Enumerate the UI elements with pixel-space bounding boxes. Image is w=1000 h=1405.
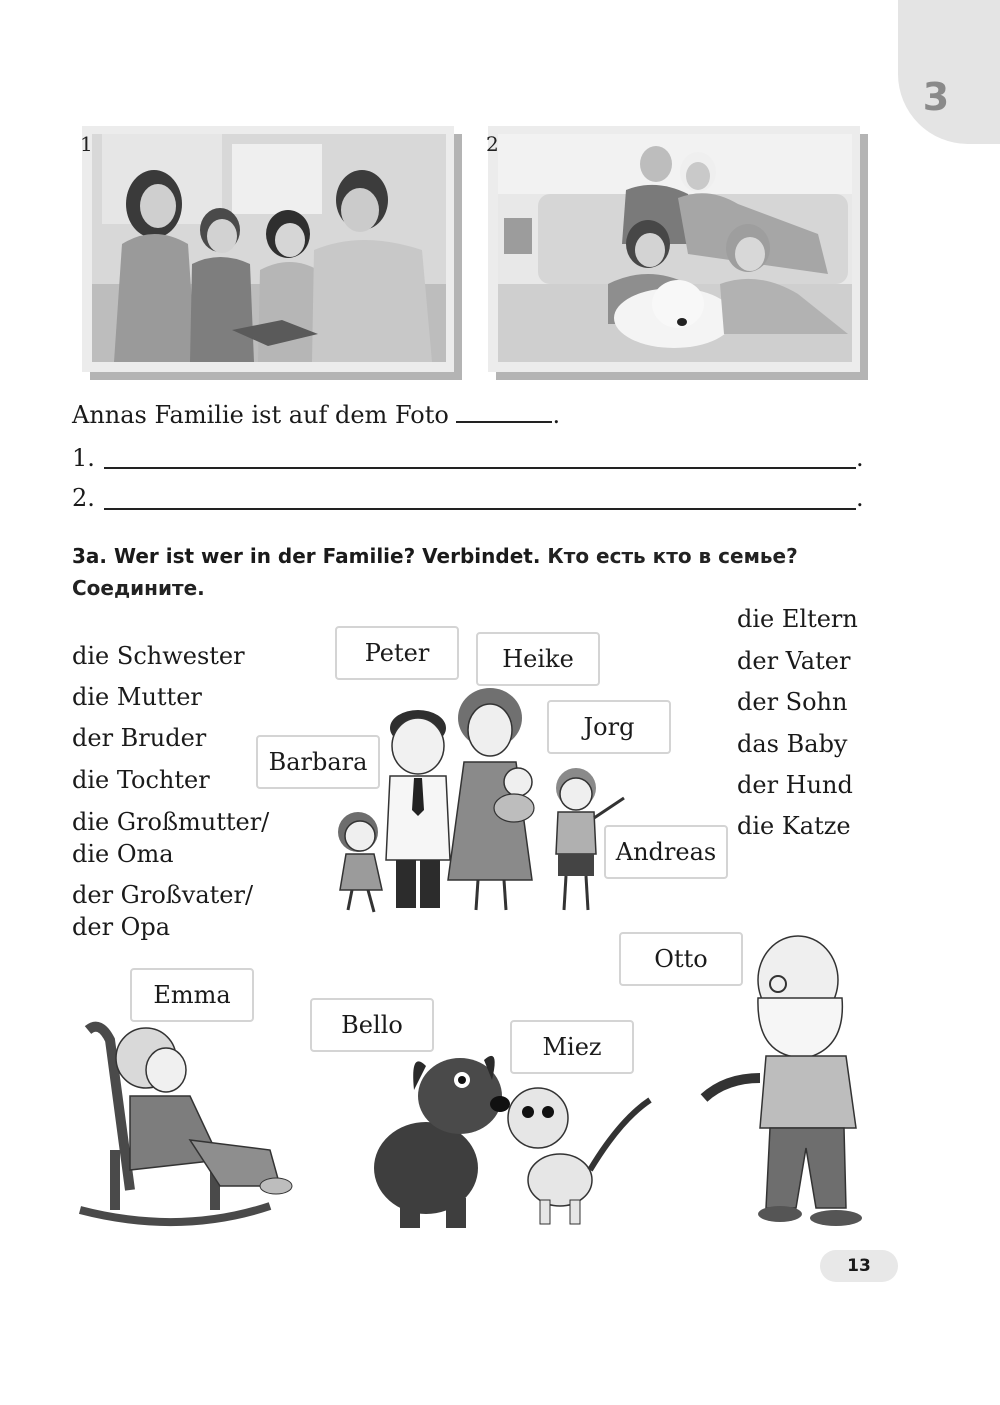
mother-figure (448, 688, 534, 910)
left-word-bruder[interactable]: der Bruder (72, 724, 207, 752)
page-number: 13 (847, 1256, 871, 1276)
name-andreas: Andreas (615, 838, 717, 866)
name-miez: Miez (542, 1033, 602, 1061)
name-heike: Heike (502, 645, 574, 673)
name-box-bello[interactable] (310, 998, 434, 1052)
name-peter: Peter (364, 639, 430, 667)
right-word-sohn[interactable]: der Sohn (737, 688, 848, 716)
chapter-number: 3 (922, 75, 950, 119)
right-word-katze[interactable]: die Katze (737, 812, 851, 840)
father-figure (386, 710, 450, 908)
answer-line-2[interactable] (104, 508, 856, 510)
photo-question-text: Annas Familie ist auf dem Foto (72, 401, 449, 429)
answer-line-1-end: . (856, 444, 864, 472)
right-word-baby[interactable]: das Baby (737, 730, 848, 758)
photo-1-image (92, 134, 446, 362)
task-instruction-ru: Кто есть кто в семье? Соедините. (72, 544, 798, 600)
task-heading (72, 540, 882, 604)
chapter-tab (898, 0, 1000, 144)
name-box-andreas[interactable] (604, 825, 728, 879)
dog-figure (374, 1056, 510, 1228)
left-word-grossvater[interactable]: der Großvater/ (72, 881, 254, 909)
task-instruction-de: Wer ist wer in der Familie? Verbindet. (113, 544, 541, 568)
left-word-oma[interactable]: die Oma (72, 840, 174, 868)
name-box-jorg[interactable] (547, 700, 671, 754)
right-word-eltern[interactable]: die Eltern (737, 605, 858, 633)
cat-figure (508, 1088, 650, 1224)
answer-line-2-end: . (856, 484, 864, 512)
name-box-emma[interactable] (130, 968, 254, 1022)
left-word-schwester[interactable]: die Schwester (72, 642, 245, 670)
photo-1 (82, 126, 454, 372)
name-barbara: Barbara (268, 748, 368, 776)
photo-2 (488, 126, 860, 372)
answer-line-2-number: 2. (72, 484, 95, 512)
name-box-peter[interactable] (335, 626, 459, 680)
photo-question (72, 401, 560, 429)
girl-figure (338, 812, 382, 912)
left-word-tochter[interactable]: die Tochter (72, 766, 210, 794)
left-word-mutter[interactable]: die Mutter (72, 683, 202, 711)
name-box-heike[interactable] (476, 632, 600, 686)
left-word-grossmutter[interactable]: die Großmutter/ (72, 808, 270, 836)
answer-line-1-number: 1. (72, 444, 95, 472)
right-word-vater[interactable]: der Vater (737, 647, 851, 675)
task-label: 3a. (72, 544, 108, 568)
grandmother-illustration (70, 1010, 300, 1230)
left-word-opa[interactable]: der Opa (72, 913, 171, 941)
name-bello: Bello (341, 1011, 403, 1039)
name-box-miez[interactable] (510, 1020, 634, 1074)
right-word-hund[interactable]: der Hund (737, 771, 853, 799)
photo-1-number: 1 (80, 132, 93, 156)
name-jorg: Jorg (583, 713, 635, 741)
name-emma: Emma (153, 981, 231, 1009)
name-box-barbara[interactable] (256, 735, 380, 789)
photo-question-period: . (552, 401, 561, 429)
name-otto: Otto (654, 945, 708, 973)
photo-number-blank[interactable] (456, 419, 552, 423)
photo-2-image (498, 134, 852, 362)
photo-2-number: 2 (486, 132, 499, 156)
name-box-otto[interactable] (619, 932, 743, 986)
answer-line-1[interactable] (104, 467, 856, 469)
